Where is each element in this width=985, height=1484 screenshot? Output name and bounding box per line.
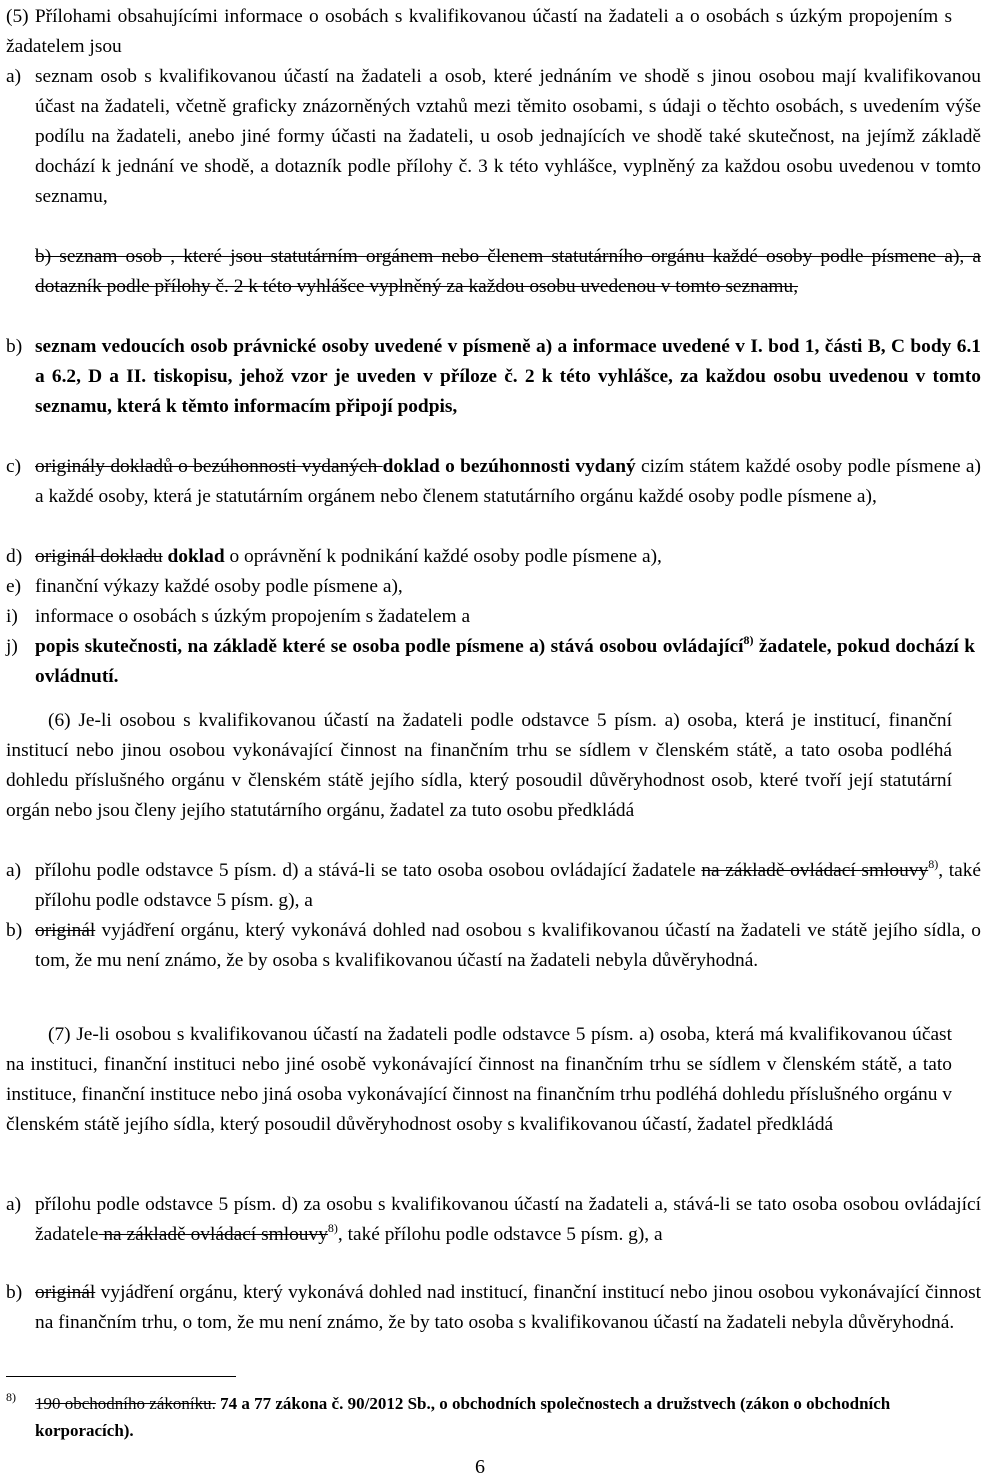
item-text: vyjádření orgánu, který vykonává dohled nad osobou s kvalifikovanou účastí na žadateli ve státě jejího sídla, o tom, že mu není známo, že by osoba s kvalifikovanou účastí na žadateli nebyla důvěryhodná. bbox=[35, 920, 981, 971]
section-5-intro: (5) Přílohami obsahujícími informace o osobách s kvalifikovanou účastí na žadateli a o osobách s úzkým propojením s žadatelem jsou bbox=[6, 6, 952, 57]
section-5-item-d bbox=[6, 542, 981, 572]
deleted-text: na základě ovládací smlouvy bbox=[701, 860, 929, 881]
item-label: a) bbox=[6, 860, 22, 881]
item-label: d) bbox=[6, 546, 23, 567]
footnote-text-bold: 74 a 77 zákona č. 90/2012 Sb., o obchodních společnostech a družstvech (zákon o obchodních korporacích). bbox=[35, 1394, 891, 1440]
item-label: b) bbox=[6, 920, 23, 941]
section-6-intro: (6) Je-li osobou s kvalifikovanou účastí na žadateli podle odstavce 5 písm. a) osoba, která je institucí, finanční institucí nebo jinou osobou vykonávající činnost na finančním trhu se sídlem v členském státě, a tato osoba podléhá dohledu příslušného orgánu v členském státě jejího sídla, který posoudil důvěryhodnost osob, které tvoří její statutární orgán nebo jsou členy jejího statutárního orgánu, žadatel za tuto osobu předkládá bbox=[6, 710, 952, 821]
item-label: b) bbox=[6, 1282, 23, 1303]
deleted-text: originály dokladů o bezúhonnosti vydaných bbox=[35, 456, 383, 477]
item-text: , také přílohu podle odstavce 5 písm. g), a bbox=[35, 860, 981, 911]
item-text: vyjádření orgánu, který vykonává dohled nad institucí, finanční institucí nebo jinou osobou vykonávající činnost na finančním trhu, o tom, že mu není známo, že by tato osoba s kvalifikovanou účastí na žadateli nebyla důvěryhodná. bbox=[35, 1282, 981, 1333]
item-label: e) bbox=[6, 576, 22, 597]
deleted-text: originál dokladu bbox=[35, 546, 163, 567]
section-5-item-e bbox=[6, 572, 981, 602]
deleted-text: 190 obchodního zákoníku. bbox=[35, 1394, 216, 1413]
item-text: finanční výkazy každé osoby podle písmene a), bbox=[35, 576, 403, 597]
section-5-item-c bbox=[6, 452, 981, 512]
section-6-item-b bbox=[6, 916, 981, 976]
deleted-text: originál bbox=[35, 1282, 96, 1303]
item-label: a) bbox=[6, 1194, 22, 1215]
item-text: o oprávnění k podnikání každé osoby podle písmene a), bbox=[224, 546, 662, 567]
item-text: , také přílohu podle odstavce 5 písm. g), a bbox=[337, 1224, 663, 1245]
item-text: seznam osob s kvalifikovanou účastí na žadateli a osob, které jednáním ve shodě s jinou osobou mají kvalifikovanou účast na žadateli, včetně graficky znázorněných vztahů mezi těmito osobami, s údaji o těchto osobách, s uvedením výše podílu na žadateli, anebo jiné formy účasti na žadateli, u osob jednajících ve shodě také skutečnost, na jejímž základě dochází k jednání ve shodě, a dotazník podle přílohy č. 3 k této vyhlášce, vyplněný za každou osobu uvedenou v tomto seznamu, bbox=[35, 66, 981, 207]
deleted-text: b) seznam osob , které jsou statutárním orgánem nebo členem statutárního orgánu každé osoby podle písmene a), a dotazník podle přílohy č. 2 k této vyhlášce vyplněný za každou osobu uvedenou v tomto seznamu, bbox=[35, 246, 981, 297]
footnote-ref: 8) bbox=[327, 1221, 338, 1235]
item-label: j) bbox=[6, 636, 18, 657]
footnote-mark: 8) bbox=[6, 1390, 16, 1404]
section-5-item-b bbox=[6, 332, 981, 422]
item-text-bold: žadatele, pokud dochází k ovládnutí. bbox=[35, 636, 975, 687]
deleted-text: originál bbox=[35, 920, 96, 941]
section-7-intro: (7) Je-li osobou s kvalifikovanou účastí na žadateli podle odstavce 5 písm. a) osoba, která má kvalifikovanou účast na instituci, finanční instituci nebo jiné osobě vykonávající činnost na finančním trhu se sídlem v členském státě, a tato instituce, finanční instituce nebo jiná osoba vykonávající činnost na finančním trhu podléhá dohledu příslušného orgánu v členském státě jejího sídla, který posoudil důvěryhodnost osoby s kvalifikovanou účastí, žadatel předkládá bbox=[6, 1024, 952, 1135]
item-label: c) bbox=[6, 456, 22, 477]
item-text: přílohu podle odstavce 5 písm. d) a stává-li se tato osoba osobou ovládající žadatele bbox=[35, 860, 702, 881]
section-5-item-j bbox=[6, 632, 975, 692]
footnote-ref: 8) bbox=[743, 633, 754, 647]
section-5-item-i bbox=[6, 602, 981, 632]
section-7-item-b bbox=[6, 1278, 981, 1338]
inserted-text-bold: doklad o bezúhonnosti vydaný bbox=[382, 456, 636, 477]
section-5-item-b-deleted bbox=[6, 242, 981, 302]
item-text: cizím státem každé osoby podle písmene a) a každé osoby, která je statutárním orgánem nebo členem statutárního orgánu každé osoby podle písmene a), bbox=[35, 456, 982, 507]
item-label: a) bbox=[6, 66, 22, 87]
deleted-text: na základě ovládací smlouvy bbox=[98, 1224, 328, 1245]
item-text-bold: popis skutečnosti, na základě které se osoba podle písmene a) stává osobou ovládající bbox=[35, 636, 744, 657]
section-5-item-a bbox=[6, 62, 981, 212]
footnote bbox=[6, 1390, 985, 1444]
item-text: přílohu podle odstavce 5 písm. d) za osobu s kvalifikovanou účastí na žadateli a, stává-li se tato osoba osobou ovládající žadatele bbox=[35, 1194, 981, 1245]
page-number: 6 bbox=[475, 1456, 485, 1478]
item-text: informace o osobách s úzkým propojením s žadatelem a bbox=[35, 606, 471, 627]
item-label: b) bbox=[6, 336, 23, 357]
footnote-separator bbox=[6, 1376, 236, 1377]
inserted-text-bold: doklad bbox=[167, 546, 225, 567]
item-label: i) bbox=[6, 606, 18, 627]
item-text-bold: seznam vedoucích osob právnické osoby uvedené v písmeně a) a informace uvedené v I. bod 1, části B, C body 6.1 a 6.2, D a II. tiskopisu, jehož vzor je uveden v příloze č. 2 k této vyhlášce, za každou osobu uvedenou v tomto seznamu, která k těmto informacím připojí podpis, bbox=[35, 336, 981, 417]
section-7-item-a bbox=[6, 1190, 981, 1250]
footnote-ref: 8) bbox=[928, 857, 939, 871]
section-6-item-a bbox=[6, 856, 981, 916]
